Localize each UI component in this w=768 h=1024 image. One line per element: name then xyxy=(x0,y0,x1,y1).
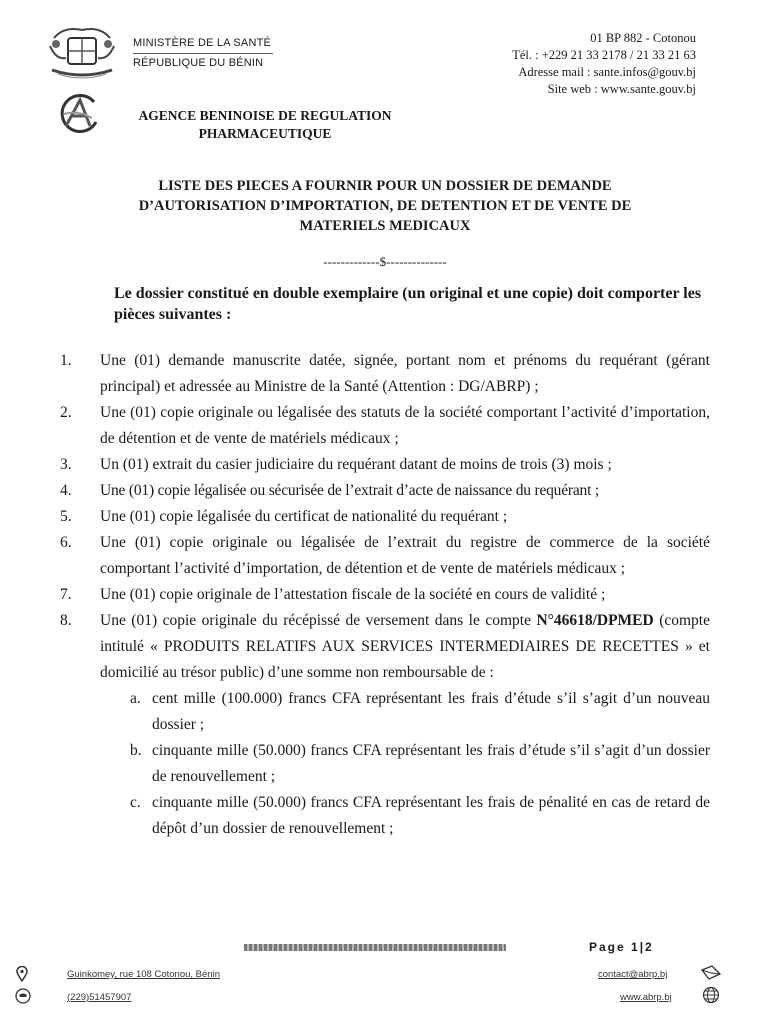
contact-phone: Tél. : +229 21 33 2178 / 21 33 21 63 xyxy=(512,48,696,62)
footer-address: Guinkomey, rue 108 Cotonou, Bénin xyxy=(67,969,220,980)
list-item xyxy=(60,348,710,400)
footer-decorative-bar xyxy=(244,944,506,951)
agency-name xyxy=(130,107,400,143)
contact-block xyxy=(512,30,696,98)
contact-website: Site web : www.sante.gouv.bj xyxy=(547,82,696,96)
contact-email: Adresse mail : sante.infos@gouv.bj xyxy=(518,65,696,79)
footer-email[interactable]: contact@abrp.bj xyxy=(598,969,668,980)
sub-list-item xyxy=(130,790,710,842)
intro-paragraph: Le dossier constitué en double exemplaire (un original et une copie) doit comporter les pièces suivantes : xyxy=(114,285,702,323)
agency-logo xyxy=(56,92,100,136)
item8-text-before: Une (01) copie originale du récépissé de versement dans le compte xyxy=(100,612,537,629)
republic-name: RÉPUBLIQUE DU BÉNIN xyxy=(133,57,264,69)
agency-line-2: PHARMACEUTIQUE xyxy=(198,126,332,141)
ministry-block xyxy=(133,34,273,72)
footer-phone: (229)51457907 xyxy=(67,992,132,1003)
item-text: Un (01) extrait du casier judiciaire du requérant datant de moins de trois (3) mois ; xyxy=(100,456,612,473)
location-pin-icon xyxy=(16,966,28,987)
title-line-3: MATERIELS MEDICAUX xyxy=(299,218,471,234)
list-item xyxy=(60,582,710,608)
item-number: 2. xyxy=(60,404,72,421)
item-text: Une (01) copie légalisée ou sécurisée de l’extrait d’acte de naissance du requérant ; xyxy=(100,482,599,499)
item-number: 6. xyxy=(60,534,72,551)
list-item xyxy=(60,608,710,686)
sub-item-text: cent mille (100.000) francs CFA représentant les frais d’étude s’il s’agit d’un nouveau dossier ; xyxy=(152,690,710,733)
globe-icon xyxy=(702,986,720,1009)
title-line-2: D’AUTORISATION D’IMPORTATION, DE DETENTION ET DE VENTE DE xyxy=(138,198,632,214)
sub-list-item xyxy=(130,686,710,738)
account-number: N°46618/DPMED xyxy=(536,612,654,629)
item-number: 3. xyxy=(60,456,72,473)
item-text xyxy=(100,608,710,686)
item-number: 8. xyxy=(60,612,72,629)
item-text: Une (01) copie originale de l’attestation fiscale de la société en cours de validité ; xyxy=(100,586,606,603)
item-text: Une (01) copie originale ou légalisée de l’extrait du registre de commerce de la société comportant l’activité d’importation, de détention et de vente de matériels médicaux ; xyxy=(100,534,710,577)
list-item xyxy=(60,504,710,530)
list-item xyxy=(60,452,710,478)
sub-item-text: cinquante mille (50.000) francs CFA représentant les frais d’étude s’il s’agit d’un dossier de renouvellement ; xyxy=(152,742,710,785)
sub-list-item xyxy=(130,738,710,790)
item8-text-after: (compte intitulé « PRODUITS RELATIFS AUX SERVICES INTERMEDIAIRES DE RECETTES » et domicilié au trésor public) d’une somme non remboursable de : xyxy=(100,612,710,681)
item-number: 4. xyxy=(60,482,72,499)
page-number: Page 1|2 xyxy=(589,940,654,954)
coat-of-arms-emblem xyxy=(44,24,120,82)
item-text: Une (01) demande manuscrite datée, signée, portant nom et prénoms du requérant (gérant principal) et adressée au Ministre de la Santé (Attention : DG/ABRP) ; xyxy=(100,352,710,395)
agency-line-1: AGENCE BENINOISE DE REGULATION xyxy=(138,108,392,123)
sub-item-letter: b. xyxy=(130,742,142,759)
title-line-1: LISTE DES PIECES A FOURNIR POUR UN DOSSIER DE DEMANDE xyxy=(158,178,612,194)
list-item xyxy=(60,400,710,452)
list-item xyxy=(60,530,710,582)
sub-item-letter: c. xyxy=(130,794,141,811)
item-number: 1. xyxy=(60,352,72,369)
ministry-name: MINISTÈRE DE LA SANTÉ xyxy=(133,34,273,54)
item-number: 5. xyxy=(60,508,72,525)
document-title xyxy=(90,176,680,236)
sub-item-text: cinquante mille (50.000) francs CFA représentant les frais de pénalité en cas de retard de dépôt d’un dossier de renouvellement ; xyxy=(152,794,710,837)
item-text: Une (01) copie légalisée du certificat de nationalité du requérant ; xyxy=(100,508,508,525)
email-icon xyxy=(700,964,722,987)
item-text: Une (01) copie originale ou légalisée des statuts de la société comportant l’activité d’importation, de détention et de vente de matériels médicaux ; xyxy=(100,404,710,447)
requirements-list xyxy=(60,348,710,842)
list-item xyxy=(60,478,710,504)
footer-website[interactable]: www.abrp.bj xyxy=(620,992,672,1003)
phone-icon xyxy=(14,988,32,1009)
item-number: 7. xyxy=(60,586,72,603)
contact-address: 01 BP 882 - Cotonou xyxy=(590,31,696,45)
sub-item-letter: a. xyxy=(130,690,141,707)
separator: -------------$-------------- xyxy=(323,254,447,269)
